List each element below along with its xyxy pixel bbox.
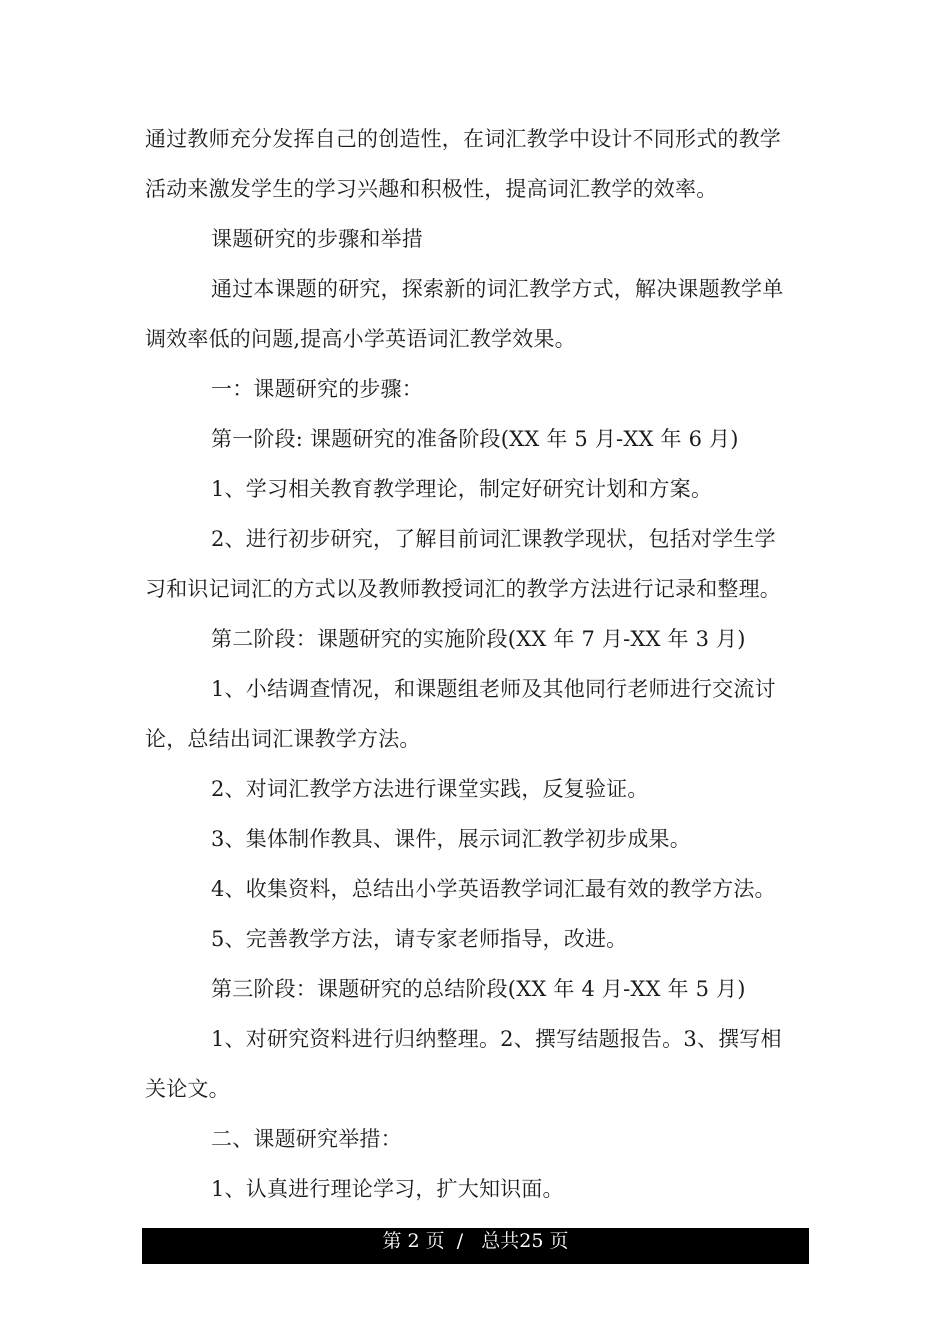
text-line: 4、收集资料，总结出小学英语教学词汇最有效的教学方法。 — [211, 877, 776, 901]
text-line: 1、学习相关教育教学理论，制定好研究计划和方案。 — [211, 477, 713, 501]
text-line: 2、进行初步研究，了解目前词汇课教学现状，包括对学生学 — [211, 527, 776, 551]
text-line: 活动来激发学生的学习兴趣和积极性，提高词汇教学的效率。 — [145, 177, 718, 201]
text-line: 第三阶段：课题研究的总结阶段(XX 年 4 月-XX 年 5 月) — [211, 977, 746, 1001]
document-body — [145, 114, 810, 1214]
text-line: 通过教师充分发挥自己的创造性，在词汇教学中设计不同形式的教学 — [145, 127, 781, 151]
text-line: 1、小结调查情况，和课题组老师及其他同行老师进行交流讨 — [211, 677, 776, 701]
text-line: 1、认真进行理论学习，扩大知识面。 — [211, 1177, 564, 1201]
text-line: 课题研究的步骤和举措 — [211, 227, 423, 251]
page-footer — [142, 1228, 809, 1264]
text-line: 3、集体制作教具、课件，展示词汇教学初步成果。 — [211, 827, 691, 851]
text-line: 关论文。 — [145, 1077, 230, 1101]
text-line: 二、课题研究举措： — [211, 1127, 402, 1151]
text-line: 2、对词汇教学方法进行课堂实践，反复验证。 — [211, 777, 649, 801]
text-line: 一：课题研究的步骤： — [211, 377, 423, 401]
text-line: 调效率低的问题,提高小学英语词汇教学效果。 — [145, 327, 576, 351]
text-line: 论，总结出词汇课教学方法。 — [145, 727, 421, 751]
text-line: 第一阶段: 课题研究的准备阶段(XX 年 5 月-XX 年 6 月) — [211, 427, 739, 451]
text-line: 1、对研究资料进行归纳整理。2、撰写结题报告。3、撰写相 — [211, 1027, 782, 1051]
text-line: 5、完善教学方法，请专家老师指导，改进。 — [211, 927, 628, 951]
page-number-label: 第 2 页 / 总共25 页 — [382, 1230, 569, 1252]
text-line: 习和识记词汇的方式以及教师教授词汇的教学方法进行记录和整理。 — [145, 577, 781, 601]
text-line: 第二阶段：课题研究的实施阶段(XX 年 7 月-XX 年 3 月) — [211, 627, 746, 651]
text-line: 通过本课题的研究，探索新的词汇教学方式，解决课题教学单 — [211, 277, 784, 301]
